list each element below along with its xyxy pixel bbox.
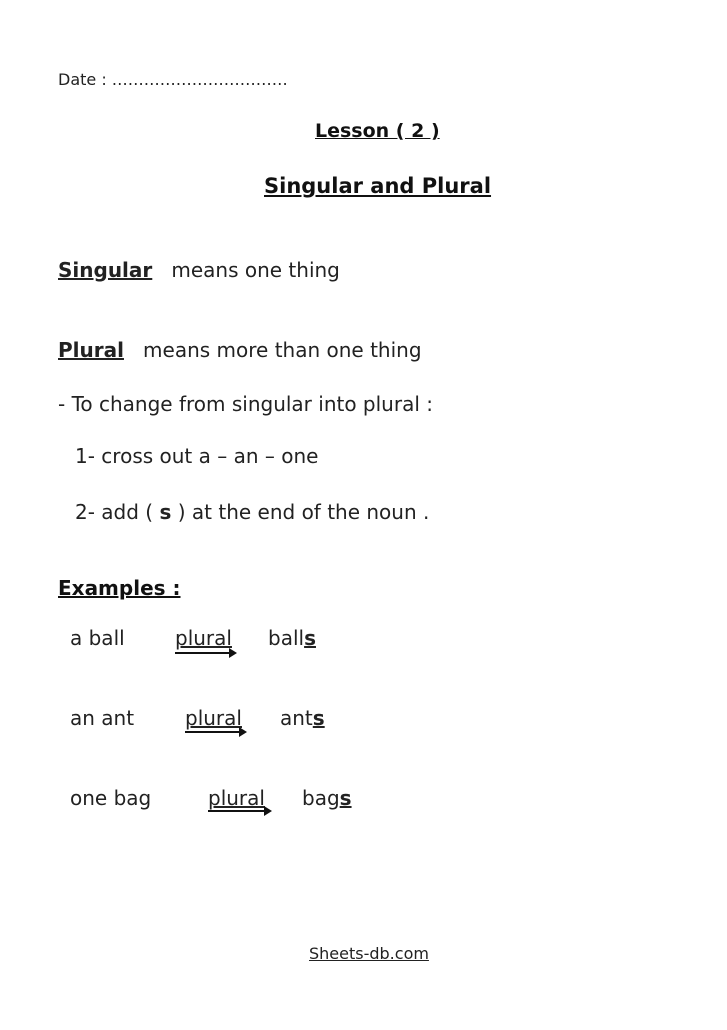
page-title: Singular and Plural — [264, 174, 492, 198]
rule-step-1: 1- cross out a – an – one — [75, 444, 319, 468]
singular-term: Singular — [58, 258, 153, 282]
arrow-icon — [175, 652, 235, 654]
example-plural-result — [302, 786, 352, 810]
example-stem: ant — [280, 706, 313, 730]
example-plural-result — [268, 626, 316, 650]
example-suffix: s — [339, 786, 352, 810]
rule-step-2 — [75, 500, 429, 524]
singular-definition — [58, 258, 340, 282]
singular-text: means one thing — [171, 258, 340, 282]
example-singular: one bag — [70, 786, 152, 810]
rule-step-2-prefix: 2- add ( — [75, 500, 154, 524]
rule-step-2-suffix: ) at the end of the noun . — [177, 500, 430, 524]
arrow-icon — [185, 731, 245, 733]
example-plural-result — [280, 706, 325, 730]
example-stem: bag — [302, 786, 340, 810]
example-singular: a ball — [70, 626, 125, 650]
rule-step-2-s: s — [159, 500, 172, 524]
example-plural-word: plural — [185, 706, 242, 730]
plural-term: Plural — [58, 338, 124, 362]
arrow-icon — [208, 810, 270, 812]
example-plural-word: plural — [175, 626, 232, 650]
example-suffix: s — [304, 626, 316, 650]
example-stem: ball — [268, 626, 305, 650]
plural-text: means more than one thing — [143, 338, 422, 362]
plural-definition — [58, 338, 422, 362]
rule-intro: - To change from singular into plural : — [58, 392, 433, 416]
example-singular: an ant — [70, 706, 135, 730]
example-plural-word: plural — [208, 786, 265, 810]
footer-site: Sheets-db.com — [309, 944, 429, 963]
examples-heading: Examples : — [58, 576, 181, 600]
lesson-number: Lesson ( 2 ) — [315, 120, 440, 142]
example-suffix: s — [312, 706, 325, 730]
date-line: Date : …………………………… — [58, 70, 288, 89]
